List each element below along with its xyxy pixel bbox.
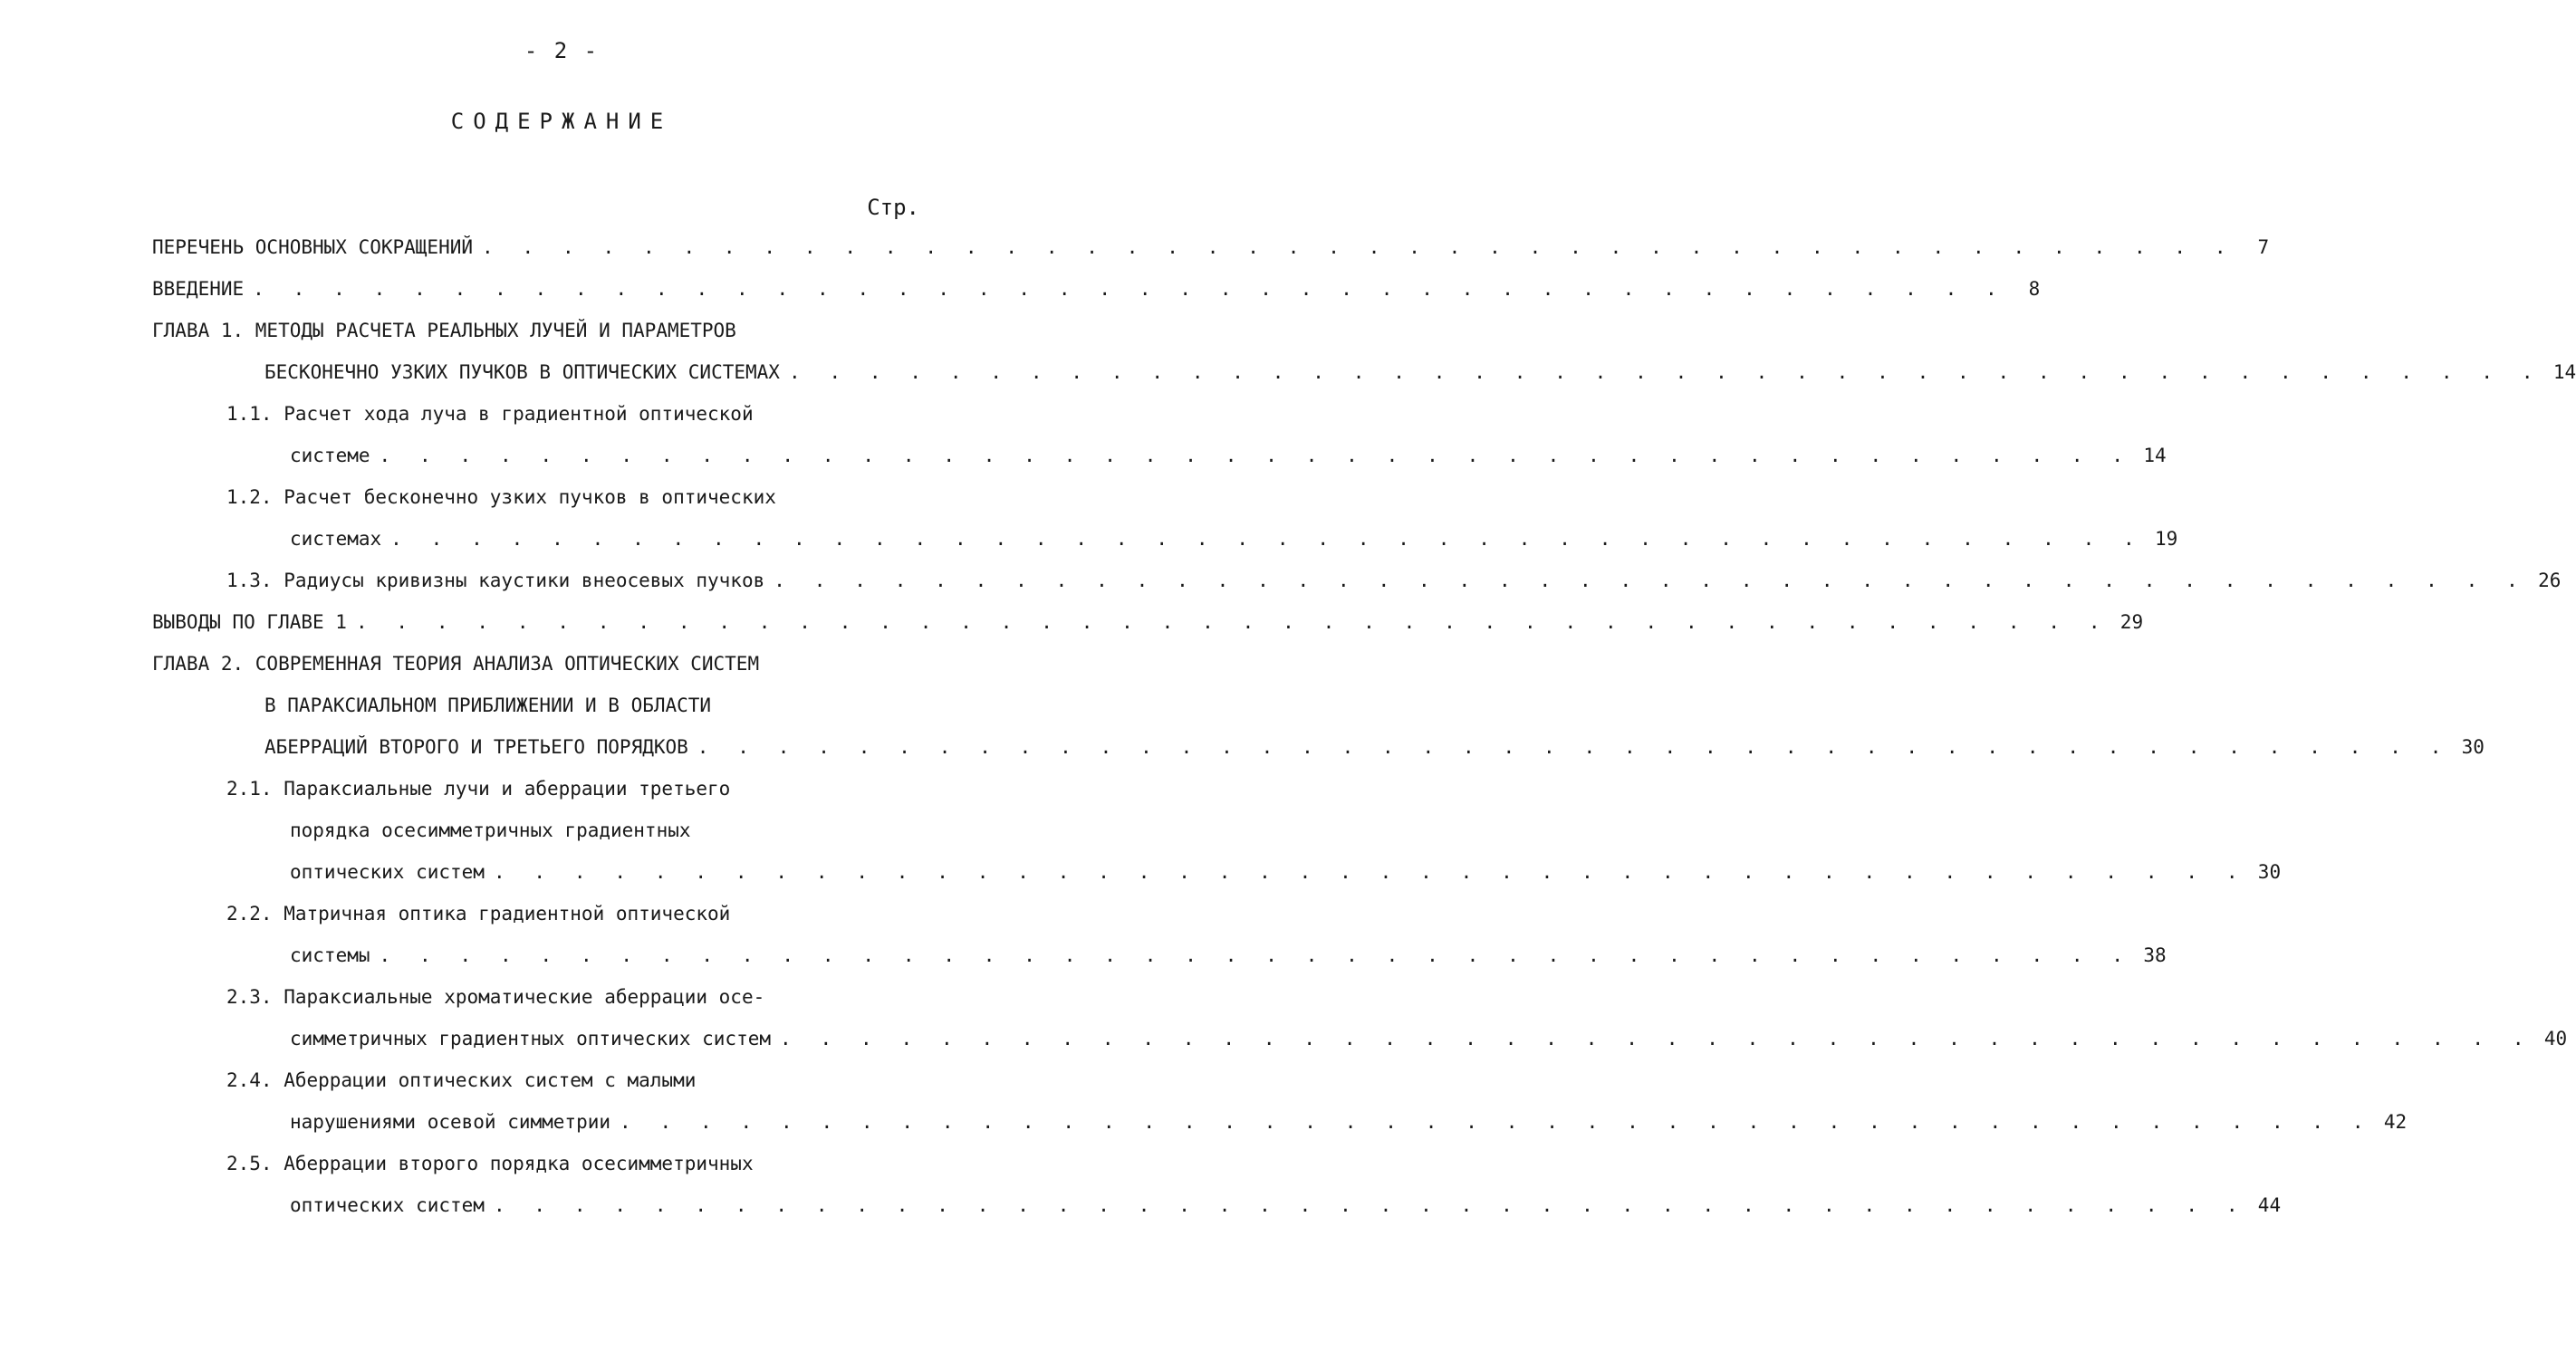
toc-entry-page: 30 — [2257, 861, 2282, 883]
toc-leader-dots: . . . . . . . . . . . . . . . . . . . . . . . . . . . . . . . . . . . . . . . . . . . . — [355, 611, 2110, 633]
toc-entry — [290, 940, 2167, 971]
toc-entry-text: 2.5. Аберрации второго порядка осесимметричных — [226, 1153, 754, 1174]
toc-leader-dots: . . . . . . . . . . . . . . . . . . . . . . . . . . . . . . . . . . . . . . . . . . . . — [390, 528, 2144, 550]
toc-entry — [226, 773, 860, 804]
toc-entry — [226, 565, 2562, 596]
toc-entry — [290, 815, 779, 846]
toc-leader-dots: . . . . . . . . . . . . . . . . . . . . . . . . . . . . . . . . . . . . . . . . . . . . — [482, 236, 2235, 258]
toc-entry-page: 30 — [2461, 736, 2485, 758]
toc-entry-text: ГЛАВА 1. МЕТОДЫ РАСЧЕТА РЕАЛЬНЫХ ЛУЧЕЙ И ПАРАМЕТРОВ — [152, 320, 736, 341]
toc-entry-text: 2.3. Параксиальные хроматические аберрации осе- — [226, 986, 765, 1008]
toc-entry-text: 2.2. Матричная оптика градиентной оптической — [226, 903, 731, 925]
toc-entry — [226, 398, 824, 429]
toc-entry-text: порядка осесимметричных градиентных — [290, 819, 691, 841]
toc-leader-dots: . . . . . . . . . . . . . . . . . . . . . . . . . . . . . . . . . . . . . . . . . . . . — [379, 445, 2132, 466]
toc-entry-text: ВЫВОДЫ ПО ГЛАВЕ 1 — [152, 611, 347, 633]
toc-entry — [290, 440, 2167, 471]
toc-entry-text: 2.1. Параксиальные лучи и аберрации третьего — [226, 778, 731, 800]
toc-entry-text: 1.3. Радиусы кривизны каустики внеосевых пучков — [226, 570, 765, 591]
toc-entry — [226, 1148, 856, 1179]
toc-entry-text: ПЕРЕЧЕНЬ ОСНОВНЫХ СОКРАЩЕНИЙ — [152, 236, 474, 258]
toc-leader-dots: . . . . . . . . . . . . . . . . . . . . . . . . . . . . . . . . . . . . . . . . . . . . — [697, 736, 2450, 758]
toc-entry-page: 40 — [2543, 1028, 2568, 1049]
toc-title: СОДЕРЖАНИЕ — [450, 109, 673, 134]
toc-entry-page: 42 — [2383, 1111, 2408, 1133]
toc-leader-dots: . . . . . . . . . . . . . . . . . . . . . . . . . . . . . . . . . . . . . . . . . . . . — [493, 861, 2247, 883]
toc-entry-page: 38 — [2143, 944, 2167, 966]
toc-entry — [264, 357, 2576, 388]
toc-leader-dots: . . . . . . . . . . . . . . . . . . . . . . . . . . . . . . . . . . . . . . . . . . . . — [253, 278, 2006, 300]
toc-leader-dots: . . . . . . . . . . . . . . . . . . . . . . . . . . . . . . . . . . . . . . . . . . . . — [788, 361, 2542, 383]
toc-entry — [226, 1065, 856, 1096]
page-column-header: Стр. — [867, 195, 919, 220]
toc-leader-dots: . . . . . . . . . . . . . . . . . . . . . . . . . . . . . . . . . . . . . . . . . . . . — [780, 1028, 2533, 1049]
toc-entry-text: В ПАРАКСИАЛЬНОМ ПРИБЛИЖЕНИИ И В ОБЛАСТИ — [264, 695, 712, 716]
toc-entry — [290, 523, 2178, 554]
toc-entry-page: 7 — [2257, 236, 2270, 258]
toc-entry — [152, 315, 859, 346]
toc-entry-text: симметричных градиентных оптических систем — [290, 1028, 772, 1049]
toc-entry-text: системах — [290, 528, 382, 550]
toc-entry-page: 19 — [2155, 528, 2178, 550]
toc-leader-dots: . . . . . . . . . . . . . . . . . . . . . . . . . . . . . . . . . . . . . . . . . . . . — [774, 570, 2527, 591]
toc-leader-dots: . . . . . . . . . . . . . . . . . . . . . . . . . . . . . . . . . . . . . . . . . . . . — [379, 944, 2132, 966]
toc-entry-text: нарушениями осевой симметрии — [290, 1111, 611, 1133]
toc-entry-page: 29 — [2119, 611, 2144, 633]
toc-entry-page: 26 — [2538, 570, 2562, 591]
toc-entry-text: ВВЕДЕНИЕ — [152, 278, 245, 300]
toc-entry — [264, 732, 2485, 762]
toc-entry — [290, 1107, 2408, 1137]
toc-entry — [290, 857, 2282, 887]
toc-entry — [290, 1190, 2282, 1221]
toc-leader-dots: . . . . . . . . . . . . . . . . . . . . . . . . . . . . . . . . . . . . . . . . . . . . — [493, 1194, 2247, 1216]
toc-entry-text: оптических систем — [290, 1194, 485, 1216]
toc-entry-text: АБЕРРАЦИЙ ВТОРОГО И ТРЕТЬЕГО ПОРЯДКОВ — [264, 736, 688, 758]
toc-entry — [226, 898, 806, 929]
toc-entry-text: 1.1. Расчет хода луча в градиентной оптической — [226, 403, 754, 425]
toc-entry-text: 1.2. Расчет бесконечно узких пучков в оптических — [226, 486, 776, 508]
toc-entry — [290, 1023, 2568, 1054]
toc-entry-text: 2.4. Аберрации оптических систем с малыми — [226, 1069, 697, 1091]
toc-entry-page: 14 — [2143, 445, 2167, 466]
toc-entry-page: 8 — [2028, 278, 2041, 300]
toc-entry — [226, 482, 851, 513]
toc-entry — [152, 232, 2270, 263]
toc-entry-text: оптических систем — [290, 861, 485, 883]
toc-entry — [152, 273, 2041, 304]
page-number: - 2 - — [524, 38, 600, 63]
toc-entry-text: ГЛАВА 2. СОВРЕМЕННАЯ ТЕОРИЯ АНАЛИЗА ОПТИЧЕСКИХ СИСТЕМ — [152, 653, 760, 675]
toc-entry-text: системы — [290, 944, 370, 966]
toc-entry — [226, 982, 860, 1012]
toc-entry-page: 14 — [2552, 361, 2576, 383]
toc-entry-text: БЕСКОНЕЧНО УЗКИХ ПУЧКОВ В ОПТИЧЕСКИХ СИСТЕМАХ — [264, 361, 780, 383]
toc-leader-dots: . . . . . . . . . . . . . . . . . . . . . . . . . . . . . . . . . . . . . . . . . . . . — [620, 1111, 2373, 1133]
toc-entry — [152, 607, 2144, 637]
toc-entry — [152, 648, 841, 679]
toc-entry-page: 44 — [2257, 1194, 2282, 1216]
toc-entry — [264, 690, 835, 721]
toc-entry-text: системе — [290, 445, 370, 466]
